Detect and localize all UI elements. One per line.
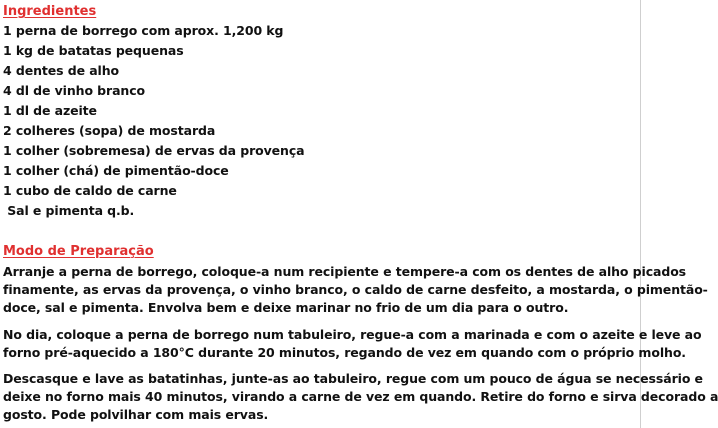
paragraph-line: finamente, as ervas da provença, o vinho branco, o caldo de carne desfeito, a mostarda, o pimentão-: [3, 282, 708, 297]
ingredient-item: 2 colheres (sopa) de mostarda: [3, 123, 216, 138]
paragraph-line: doce, sal e pimenta. Envolva bem e deixe marinar no frio de um dia para o outro.: [3, 300, 569, 315]
preparation-paragraph: [3, 370, 718, 424]
ingredient-item: 1 perna de borrego com aprox. 1,200 kg: [3, 23, 284, 38]
ingredient-item: 1 cubo de caldo de carne: [3, 183, 177, 198]
ingredients-list: [3, 21, 305, 221]
preparation-paragraph: [3, 263, 708, 317]
ingredient-item: Sal e pimenta q.b.: [3, 203, 135, 218]
ingredient-item: 4 dentes de alho: [3, 63, 120, 78]
ingredient-item: 1 kg de batatas pequenas: [3, 43, 184, 58]
ingredient-item: 1 dl de azeite: [3, 103, 97, 118]
paragraph-line: Descasque e lave as batatinhas, junte-as ao tabuleiro, regue com um pouco de água se necessário e: [3, 371, 703, 386]
paragraph-line: deixe no forno mais 40 minutos, virando a carne de vez em quando. Retire do forno e sirva decorado a: [3, 389, 718, 404]
paragraph-line: No dia, coloque a perna de borrego num tabuleiro, regue-a com a marinada e com o azeite e leve ao: [3, 327, 702, 342]
ingredients-heading: Ingredientes: [3, 4, 97, 19]
paragraph-line: Arranje a perna de borrego, coloque-a num recipiente e tempere-a com os dentes de alho picados: [3, 264, 687, 279]
ingredient-item: 1 colher (chá) de pimentão-doce: [3, 163, 229, 178]
paragraph-line: gosto. Pode polvilhar com mais ervas.: [3, 407, 269, 422]
paragraph-line: forno pré-aquecido a 180°C durante 20 minutos, regando de vez em quando com o próprio molho.: [3, 345, 686, 360]
ingredient-item: 4 dl de vinho branco: [3, 83, 146, 98]
ingredient-item: 1 colher (sobremesa) de ervas da provença: [3, 143, 305, 158]
preparation-heading: Modo de Preparação: [3, 244, 154, 259]
preparation-paragraph: [3, 326, 702, 362]
